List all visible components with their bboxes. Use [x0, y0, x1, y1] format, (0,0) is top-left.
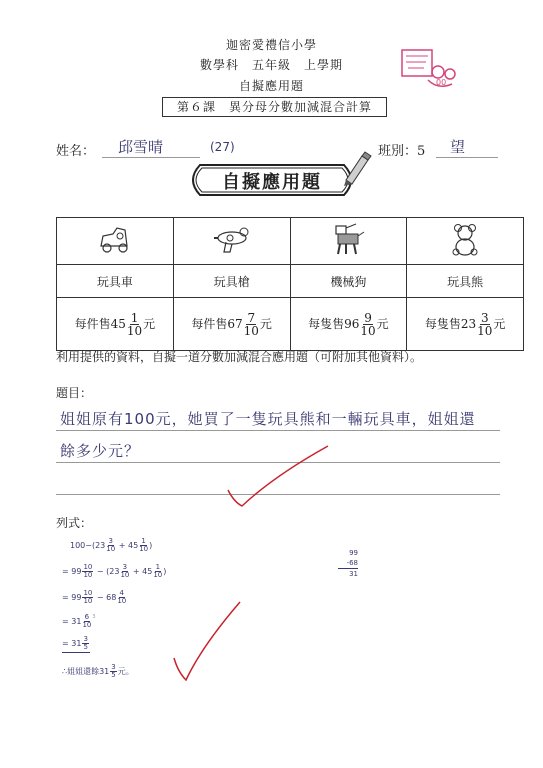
working-line-4: = 31 $\frac{6}{10}$ $^3$	[62, 613, 96, 629]
working-answer: ∴姐姐還餘31 $\frac{3}{5}$ 元。	[62, 663, 134, 679]
robot-dog-icon	[328, 222, 368, 258]
teacher-checkmark	[168, 596, 248, 690]
instruction: 利用提供的資料，自擬一道分數加減混合應用題（可附加其他資料）。	[56, 350, 423, 364]
stamp-text: 00	[436, 78, 447, 87]
working-label: 列式：	[56, 516, 93, 530]
toy-icon-cell	[290, 218, 407, 265]
subject-line: 數學科 五年級 上學期	[199, 58, 343, 72]
toy-icon-cell	[407, 218, 524, 265]
toy-name: 玩具車	[57, 265, 174, 298]
toy-name: 玩具槍	[173, 265, 290, 298]
topic-line: 自擬應用題	[238, 79, 304, 93]
toy-price: 每隻售96 $\frac{9}{10}$ 元	[290, 298, 407, 351]
working-line-1: 100−(23 $\frac{3}{10}$ + 45 $\frac{1}{10}$ )	[70, 537, 153, 553]
question-text-line1: 姐姐原有100元，她買了一隻玩具熊和一輛玩具車，姐姐還	[60, 410, 476, 428]
working-line-3: = 99 $\frac{10}{10}$ − 68 $\frac{4}{10}$	[62, 589, 127, 605]
working-line-2: = 99 $\frac{10}{10}$ − (23 $\frac{3}{10}$ + 45 $\frac{1}{10}$ )	[62, 563, 167, 579]
teacher-checkmark	[224, 440, 334, 514]
student-name: 邱雪晴	[118, 138, 164, 156]
working-line-5: = 31 $\frac{3}{5}$	[62, 635, 88, 651]
side-calculation: 99 -68 31	[338, 548, 358, 579]
student-number: (27)	[210, 140, 235, 154]
toy-name: 機械狗	[290, 265, 407, 298]
toy-name: 玩具熊	[407, 265, 524, 298]
toy-price: 每隻售23 $\frac{3}{10}$ 元	[407, 298, 524, 351]
class-name: 望	[450, 138, 466, 156]
school-stamp	[398, 44, 458, 98]
school-name: 迦密愛禮信小學	[225, 38, 317, 52]
banner	[182, 162, 362, 198]
question-label: 題目：	[56, 386, 93, 400]
teddy-bear-icon	[445, 222, 485, 258]
banner-title: 自擬應用題	[222, 172, 322, 193]
toy-price: 每件售67 $\frac{7}{10}$ 元	[173, 298, 290, 351]
name-label: 姓名：	[56, 144, 96, 159]
toy-icon-cell	[173, 218, 290, 265]
toy-gun-icon	[210, 222, 254, 258]
toy-price: 每件售45 $\frac{1}{10}$ 元	[57, 298, 174, 351]
toy-car-icon	[95, 222, 135, 258]
class-label: 班別：5	[378, 144, 426, 159]
lesson-title: 第６課 異分母分數加減混合計算	[162, 97, 387, 117]
question-text-line2: 餘多少元？	[60, 442, 141, 460]
toy-price-table	[56, 217, 524, 351]
toy-icon-cell	[57, 218, 174, 265]
pencil-icon	[340, 150, 372, 190]
